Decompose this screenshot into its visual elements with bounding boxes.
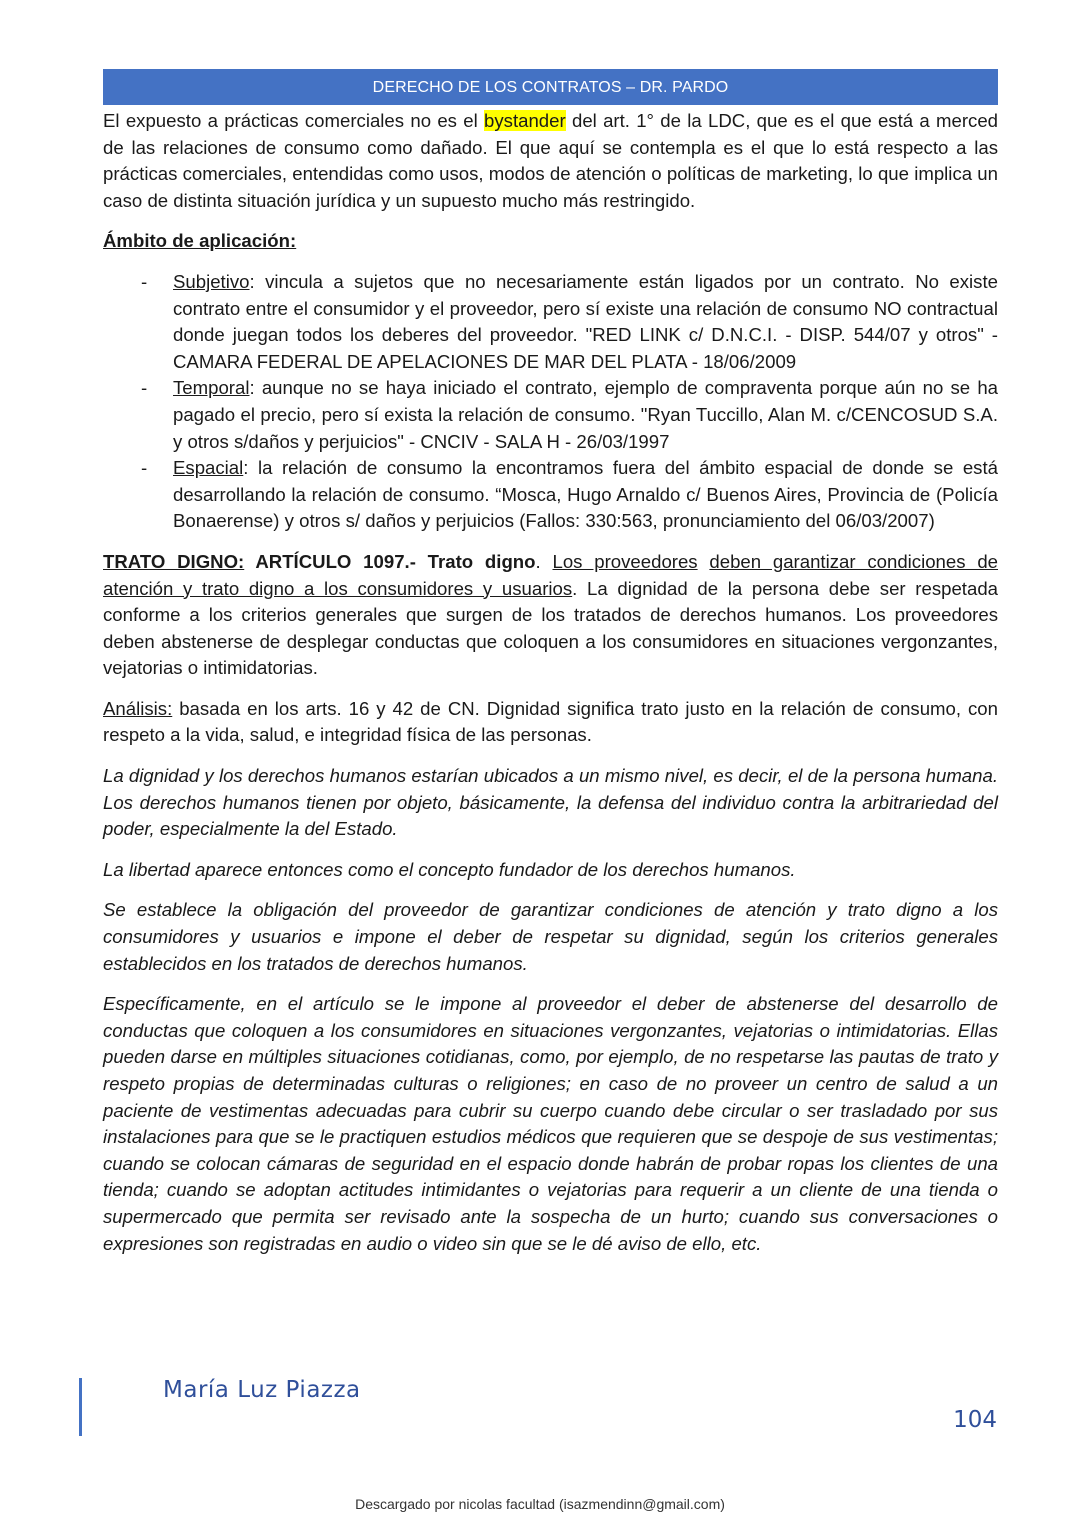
italic-paragraph: La libertad aparece entonces como el concepto fundador de los derechos humanos.	[103, 858, 796, 880]
header-title: DERECHO DE LOS CONTRATOS – DR. PARDO	[372, 79, 729, 96]
item-text: : vincula a sujetos que no necesariamente están ligados por un contrato. No existe contrato entre el consumidor y el proveedor, pero sí existe una relación de consumo NO contractual donde juegan todos los deberes del proveedor. "RED LINK c/ D.N.C.I. - DISP. 544/07 y otros" - CAMARA FEDERAL DE APELACIONES DE MAR DEL PLATA - 18/06/2009	[173, 270, 998, 372]
intro-text-start: El expuesto a prácticas comerciales no es el	[103, 110, 485, 131]
download-note: Descargado por nicolas facultad (isazmendinn@gmail.com)	[355, 1496, 725, 1512]
ambito-heading	[103, 228, 998, 255]
italic-paragraph: La dignidad y los derechos humanos estarían ubicados a un mismo nivel, es decir, el de la persona humana. Los derechos humanos tienen por objeto, básicamente, la defensa del individuo contra la arbitrariedad del poder, especialmente la del Estado.	[103, 765, 998, 840]
analisis-text: basada en los arts. 16 y 42 de CN. Dignidad significa trato justo en la relación de consumo, con respeto a la vida, salud, e integridad física de las personas.	[103, 697, 998, 746]
italic-paragraph: Específicamente, en el artículo se le impone al proveedor el deber de abstenerse del desarrollo de conductas que coloquen a los consumidores en situaciones vergonzantes, vejatorias o intimidatorias. Ellas pueden darse en múltiples situaciones cotidianas, como, por ejemplo, de no respetarse las pautas de trato y respeto propias de determinadas culturas o religiones; en caso de no proveer un centro de salud a un paciente de vestimentas adecuadas para cubrir su cuerpo cuando debe circular o ser trasladado por sus instalaciones para que se le practiquen estudios médicos que requieren que se despoje de sus vestimentas; cuando se colocan cámaras de seguridad en el espacio donde habrán de probar ropas los clientes de una tienda; cuando se adoptan actitudes intimidantes o vejatorias para requerir a un cliente de una tienda o supermercado que permita ser revisado ante la sospecha de un hurto; cuando sus conversaciones o expresiones son registradas en audio o video sin que se le dé aviso de ello, etc.	[103, 993, 998, 1254]
section-heading: Ámbito de aplicación:	[103, 230, 297, 252]
article-text: . La dignidad de la persona debe ser respetada conforme a los criterios generales que surgen de los tratados de derechos humanos. Los proveedores deben abstenerse de desplegar conductas que coloquen a los consumidores en situaciones vergonzantes, vejatorias o intimidatorias.	[103, 577, 998, 679]
intro-text-end: del art. 1° de la LDC, que es el que está a merced de las relaciones de consumo como dañado. El que aquí se contempla es el que lo está respecto a las prácticas comerciales, entendidas como usos, modos de atención o políticas de marketing, lo que implica un caso de distinta situación jurídica y un supuesto mucho más restringido.	[103, 110, 998, 211]
intro-paragraph	[103, 108, 998, 214]
item-text: : la relación de consumo la encontramos fuera del ámbito espacial de donde se está desarrollando la relación de consumo. “Mosca, Hugo Arnaldo c/ Buenos Aires, Provincia de (Policía Bonaerense) y otros s/ daños y perjuicios (Fallos: 330:563, pronunciamiento del 06/03/2007)	[173, 457, 998, 532]
italic-paragraph: Se establece la obligación del proveedor de garantizar condiciones de atención y trato digno a los consumidores y usuarios e impone el deber de respetar su dignidad, según los criterios generales establecidos en los tratados de derechos humanos.	[103, 899, 998, 974]
footer-author: María Luz Piazza	[163, 1377, 361, 1403]
list-item	[103, 269, 998, 375]
list-item	[103, 455, 998, 535]
underlined-phrase: Los proveedores	[552, 550, 698, 572]
trato-label: TRATO DIGNO:	[103, 550, 245, 572]
spacer	[698, 551, 710, 572]
highlighted-term: bystander	[484, 110, 566, 131]
item-term: Subjetivo	[173, 270, 250, 292]
punctuation: .	[535, 550, 553, 572]
trato-digno-paragraph	[103, 549, 998, 682]
item-text: : aunque no se haya iniciado el contrato, ejemplo de compraventa porque aún no se ha pagado el precio, pero sí exista la relación de consumo. "Ryan Tuccillo, Alan M. c/CENCOSUD S.A. y otros s/daños y perjuicios" - CNCIV - SALA H - 26/03/1997	[173, 377, 998, 452]
analisis-label: Análisis:	[103, 697, 173, 719]
item-term: Espacial	[173, 457, 244, 479]
dash-marker: -	[141, 270, 148, 292]
underlined-phrase: deben garantizar condiciones de atención y trato digno a los consumidores y usuarios	[103, 550, 999, 599]
page-header	[103, 69, 998, 105]
item-term: Temporal	[173, 377, 250, 399]
analisis-paragraph	[103, 696, 998, 749]
dash-marker: -	[141, 377, 148, 399]
list-item	[103, 375, 998, 455]
footer-divider	[79, 1378, 82, 1436]
document-body	[103, 108, 998, 1271]
dash-marker: -	[141, 457, 148, 479]
article-title: ARTÍCULO 1097.- Trato digno	[244, 550, 536, 572]
page-number: 104	[953, 1407, 997, 1433]
ambito-list	[103, 269, 998, 535]
